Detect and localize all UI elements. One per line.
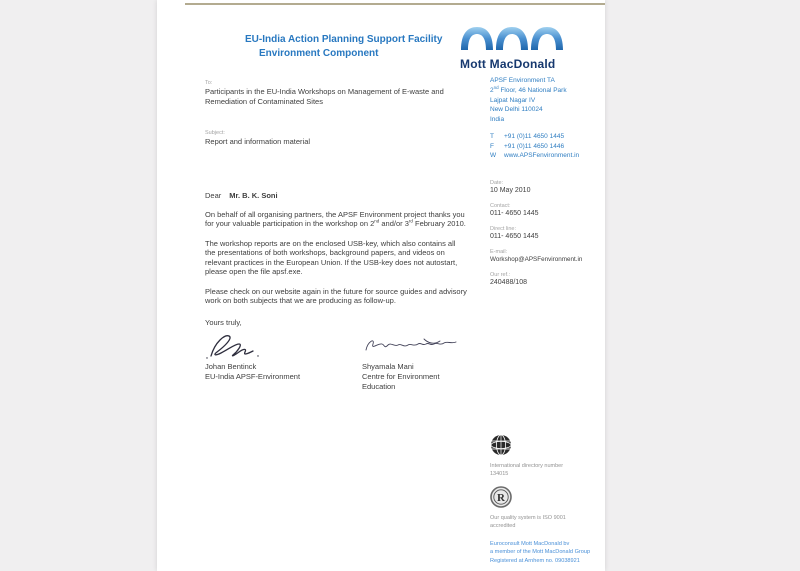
address-block (490, 76, 604, 125)
our-ref-field (490, 272, 604, 286)
date-field (490, 180, 604, 194)
fax-number: +91 (0)11 4650 1446 (504, 142, 565, 150)
email-field (490, 249, 604, 263)
logo-arches-icon (460, 38, 564, 55)
telephone-row: T +91 (0)11 4650 1445 (490, 132, 565, 140)
fidic-globe-icon (490, 443, 512, 460)
letterhead-title (245, 33, 442, 61)
contact-field (490, 203, 604, 217)
website-row: W www.APSFenvironment.in (490, 152, 580, 160)
our-ref-label: Our ref.: (490, 272, 511, 278)
scan-artifact-line (185, 3, 605, 5)
date-label: Date: (490, 180, 504, 186)
company-reg-no: Registered at Arnhem no. 09038921 (490, 557, 580, 564)
signature-johan-bentinck (205, 332, 362, 391)
address-line: India (490, 116, 505, 123)
company-registration (490, 540, 604, 565)
direct-line-label: Direct line: (490, 226, 516, 232)
to-text: Participants in the EU-India Workshops on Management of E-waste and Remediation of Contaminated Sites (205, 87, 444, 106)
registered-quality-icon (490, 491, 512, 512)
subject-block (205, 130, 467, 147)
letter-body-column (205, 80, 467, 391)
website-url: www.APSFenvironment.in (504, 152, 580, 160)
paragraph-2: The workshop reports are on the enclosed USB-key, which also contains all the presentations of both workshops, background papers, and videos on relevant practices in the European Union. If the USB-key does not autostart, please open the file apsf.exe. (205, 238, 458, 277)
logo-wordmark: Mott MacDonald (460, 57, 556, 71)
signature-shyamala-mani (362, 332, 467, 391)
contact-label: Contact: (490, 203, 511, 209)
direct-line-field (490, 226, 604, 240)
svg-text:R: R (497, 491, 505, 504)
email-label: E-mail: (490, 249, 508, 255)
address-line: 2nd Floor, 46 National Park (490, 84, 567, 94)
email-value: Workshop@APSFenvironment.in (490, 256, 583, 263)
shyamala-name: Shyamala Mani (362, 362, 414, 372)
johan-signature-scribble-icon (205, 332, 362, 362)
our-ref-value: 240488/108 (490, 279, 527, 286)
company-name: Euroconsult Mott MacDonald bv (490, 540, 570, 547)
address-line: Lajpat Nagar IV (490, 96, 536, 104)
salutation-word: Dear (205, 190, 222, 200)
letter-meta (490, 180, 604, 286)
johan-org: EU-India APSF-Environment (205, 371, 301, 381)
contact-value: 011- 4650 1445 (490, 210, 539, 217)
subject-label: Subject: (205, 130, 225, 137)
shyamala-org: Centre for Environment Education (362, 371, 440, 391)
letter-page (157, 0, 605, 571)
phone-block (490, 132, 604, 161)
address-line: APSF Environment TA (490, 77, 555, 84)
iso-mark (490, 486, 604, 531)
fax-row: F +91 (0)11 4650 1446 (490, 142, 565, 150)
fidic-text: International directory number 134015 (490, 463, 564, 477)
shyamala-signature-scribble-icon (362, 332, 467, 362)
mott-macdonald-logo (460, 26, 575, 71)
company-group: a member of the Mott MacDonald Group (490, 549, 591, 556)
signature-row (205, 332, 467, 391)
closing: Yours truly, (205, 317, 242, 327)
letterhead-sidebar (490, 76, 604, 295)
accreditation-footer (490, 434, 604, 565)
letterhead-title-line2: Environment Component (259, 48, 379, 59)
direct-line-value: 011- 4650 1445 (490, 233, 539, 240)
iso-text: Our quality system is ISO 9001 accredited (490, 514, 566, 529)
letterhead-title-line1: EU-India Action Planning Support Facility (245, 34, 443, 45)
paragraph-1: On behalf of all organising partners, the APSF Environment project thanks you for your valuable participation in the workshop on 2nd and/or 3rd February 2010. (205, 209, 466, 229)
telephone-number: +91 (0)11 4650 1445 (504, 132, 565, 140)
johan-name: Johan Bentinck (205, 362, 257, 372)
paragraph-3: Please check on our website again in the future for source guides and advisory work on both subjects that we are producing as follow-up. (205, 286, 467, 306)
recipient-name: Mr. B. K. Soni (229, 190, 278, 200)
salutation (205, 191, 467, 200)
address-line: New Delhi 110024 (490, 106, 543, 114)
to-label: To: (205, 80, 213, 86)
date-value: 10 May 2010 (490, 187, 531, 194)
subject-text: Report and information material (205, 137, 311, 147)
